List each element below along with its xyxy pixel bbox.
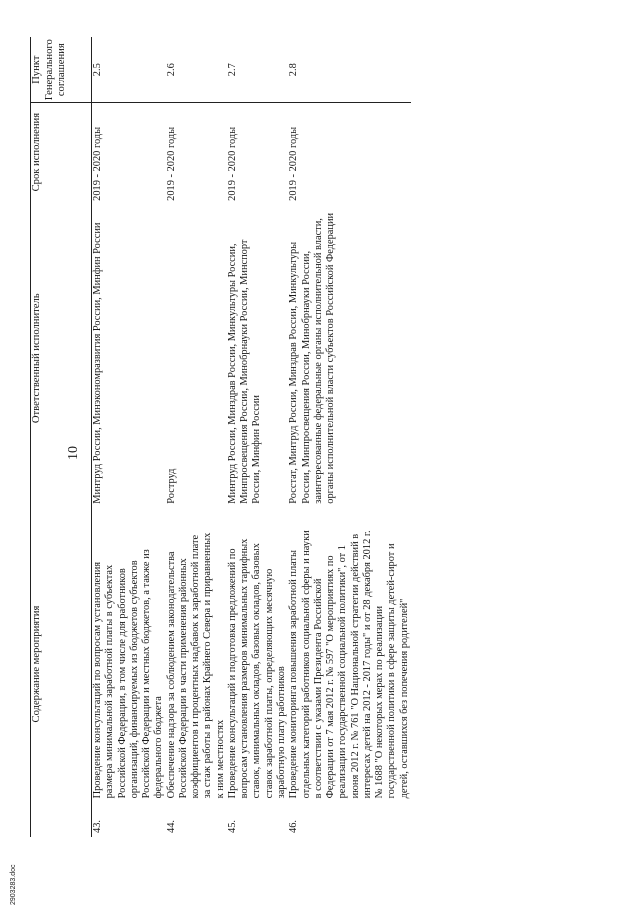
row-content: Проведение мониторинга повышения заработной платы отдельных категорий работников социальной сферы и науки в соответствии с указами Президента Российской Федерации от 7 мая 2012 г. № 597 "О мероприятиях по реализации государственной социальной политики", от 1 июня 2012 г. № 761 "О Национальной стратегии действий в интересах детей на 2012 - 2017 годы" и от 28 декабря 2012 г. № 1688 "О некоторых мерах по реализации государственной политики в сфере защиты детей-сирот и детей, оставшихся без попечения родителей"	[288, 530, 410, 799]
row-content: Проведение консультаций по вопросам установления размера минимальной заработной платы в субъектах Российской Федерации, в том числе для работников организаций, финансируемых из бюджетов субъектов Российской Федерации и местных бюджетов, а также из федерального бюджета	[92, 549, 165, 799]
row-term: 2019 - 2020 годы	[92, 126, 103, 201]
row-content: Обеспечение надзора за соблюдением законодательства Российской Федерации в части применения районных коэффициентов и процентных надбавок к заработной плате за стаж работы в районах Крайнего Севера и приравненных к ним местностях	[165, 532, 226, 799]
table-row	[92, 37, 166, 837]
row-term: 2019 - 2020 годы	[165, 126, 177, 201]
table-row	[288, 37, 411, 837]
table-row	[227, 37, 288, 837]
row-executor: Минтруд России, Минэкономразвития России, Минфин России	[92, 222, 103, 504]
header-content: Содержание мероприятия	[31, 522, 92, 799]
document-id: 2903283.doc	[10, 864, 17, 905]
row-term: 2019 - 2020 годы	[288, 126, 300, 201]
measures-table	[30, 37, 411, 837]
row-content: Проведение консультаций и подготовка предложений по вопросам установления размеров минимальных тарифных ставок, минимальных окладов, базовых окладов, базовых ставок заработной платы, определяющих месячную заработную плату работников	[226, 538, 287, 799]
header-num	[31, 798, 92, 837]
row-executor: Минтруд России, Минздрав России, Минкультуры России, Минпросвещения России, Минобрнауки России, Минспорт России, Минфин России	[226, 239, 263, 504]
row-point: 2.8	[288, 37, 411, 103]
header-executor: Ответственный исполнитель	[31, 213, 92, 522]
row-point: 2.7	[227, 37, 288, 103]
row-num: 43.	[92, 820, 103, 833]
row-executor: Роструд	[165, 468, 177, 504]
row-point: 2.5	[92, 37, 166, 103]
row-point: 2.6	[166, 37, 227, 103]
row-term: 2019 - 2020 годы	[226, 126, 238, 201]
row-num: 45.	[226, 820, 238, 833]
table-header	[31, 37, 92, 837]
row-num: 44.	[165, 820, 177, 833]
row-executor: Росстат, Минтруд России, Минздрав России, Минкультуры России, Минпросвещения России, Минобрнауки России, заинтересованные федеральные органы исполнительной власти, органы исполнительной власти субъектов Российской Федерации	[288, 212, 337, 504]
header-point: Пункт Генерального соглашения	[31, 37, 92, 103]
header-term: Срок исполнения	[31, 103, 92, 213]
row-num: 46.	[288, 820, 300, 833]
table-row	[166, 37, 227, 837]
page-number: 10	[66, 446, 81, 460]
